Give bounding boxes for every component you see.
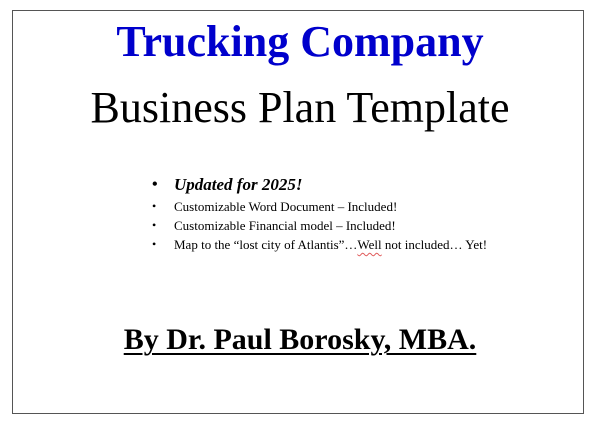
bullet-icon: • (152, 199, 157, 213)
page-subtitle: Business Plan Template (90, 83, 510, 132)
list-item-map (152, 235, 487, 254)
author-line: By Dr. Paul Borosky, MBA. (123, 323, 477, 356)
company-title: Trucking Company (116, 17, 484, 66)
list-item-text: Customizable Word Document – Included! (174, 199, 398, 214)
list-item-text-after: not included… Yet! (381, 237, 488, 252)
list-item-financial-model (152, 216, 487, 235)
bullet-icon: • (152, 218, 157, 232)
list-item-word-document (152, 197, 487, 216)
bullet-icon: • (152, 176, 158, 193)
list-item-updated (152, 174, 487, 196)
feature-list (152, 174, 487, 254)
bullet-icon: • (152, 237, 157, 251)
list-item-text: Updated for 2025! (174, 175, 303, 194)
spellcheck-flagged-word[interactable]: Well (357, 237, 382, 252)
list-item-text-before: Map to the “lost city of Atlantis”… (174, 237, 358, 252)
list-item-text: Customizable Financial model – Included! (174, 218, 396, 233)
